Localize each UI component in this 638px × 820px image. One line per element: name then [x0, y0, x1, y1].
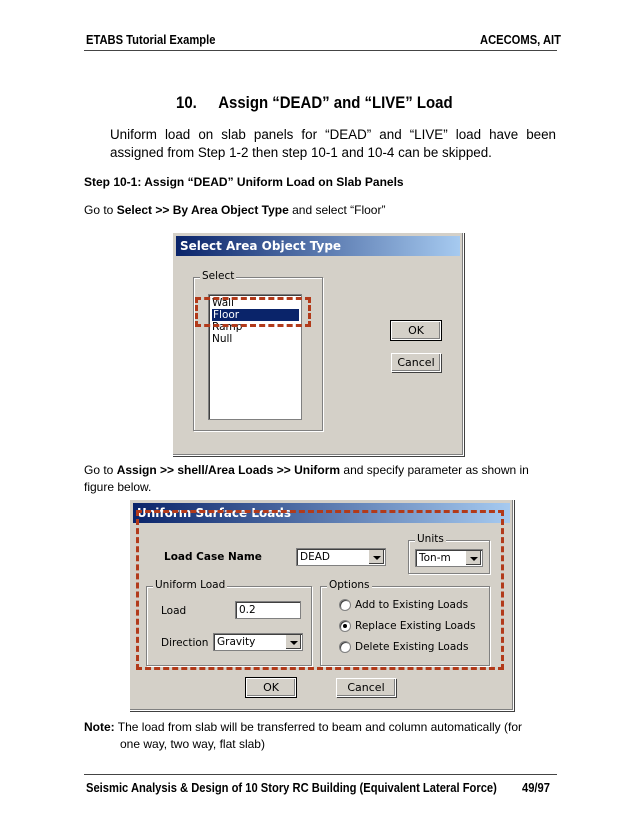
- ok-button[interactable]: OK: [246, 678, 296, 697]
- radio-label: Replace Existing Loads: [355, 620, 476, 632]
- menu-path: Assign >> shell/Area Loads >> Uniform: [116, 463, 341, 477]
- load-label: Load: [161, 605, 187, 617]
- select-value: Ton-m: [419, 552, 451, 564]
- select-value: Gravity: [217, 636, 256, 648]
- page-number: 49/97: [522, 780, 550, 795]
- section-title-text: Assign “DEAD” and “LIVE” Load: [218, 93, 453, 112]
- list-item[interactable]: Ramp: [212, 321, 243, 333]
- header-rule: [84, 50, 557, 51]
- intro-paragraph: Uniform load on slab panels for “DEAD” and “LIVE” load have been assigned from Step 1-2 then step 10-1 and 10-4 can be skipped.: [110, 127, 556, 160]
- radio-label: Add to Existing Loads: [355, 599, 469, 611]
- highlight-box: [195, 297, 311, 327]
- cancel-button[interactable]: Cancel: [336, 678, 396, 697]
- dialog-titlebar: Uniform Surface Loads: [133, 503, 510, 523]
- header-left: ETABS Tutorial Example: [86, 32, 216, 47]
- radio-label: Delete Existing Loads: [355, 641, 469, 653]
- uniform-surface-loads-dialog: [129, 499, 514, 711]
- group-label: Options: [329, 579, 370, 591]
- step-heading: Step 10-1: Assign “DEAD” Uniform Load on Slab Panels: [84, 175, 404, 189]
- section-title: [176, 93, 453, 113]
- group-label: Units: [417, 533, 444, 545]
- text: and specify parameter as shown in figure below.: [84, 463, 529, 494]
- select-area-object-type-dialog: [172, 232, 464, 456]
- instruction-paragraph-1: [84, 202, 556, 219]
- ok-button[interactable]: OK: [391, 321, 441, 340]
- text: Go to: [84, 203, 117, 217]
- list-item-selected[interactable]: Floor: [212, 309, 299, 321]
- note-continuation: one way, two way, flat slab): [120, 737, 265, 751]
- list-item[interactable]: Null: [212, 333, 233, 345]
- text: Go to: [84, 463, 117, 477]
- load-input[interactable]: 0.2: [235, 601, 301, 619]
- footer-left: Seismic Analysis & Design of 10 Story RC Building (Equivalent Lateral Force): [86, 780, 497, 795]
- select-value: DEAD: [300, 551, 330, 563]
- dialog-titlebar: Select Area Object Type: [176, 236, 460, 256]
- direction-label: Direction: [161, 637, 209, 649]
- group-label: Select: [202, 270, 235, 282]
- text: and select “Floor”: [288, 203, 386, 217]
- highlight-box: [136, 510, 504, 670]
- note-label: Note:: [84, 720, 115, 734]
- list-item[interactable]: Wall: [212, 297, 234, 309]
- note-text: The load from slab will be transferred to beam and column automatically (for: [117, 720, 522, 734]
- section-number: 10.: [176, 93, 197, 112]
- load-case-label: Load Case Name: [164, 551, 262, 563]
- header-right: ACECOMS, AIT: [480, 32, 561, 47]
- menu-path: Select >> By Area Object Type: [116, 203, 289, 217]
- instruction-paragraph-2: [84, 462, 556, 496]
- cancel-button[interactable]: Cancel: [391, 353, 441, 372]
- note-paragraph: [84, 719, 556, 753]
- footer-rule: [84, 774, 557, 775]
- group-label: Uniform Load: [155, 579, 226, 591]
